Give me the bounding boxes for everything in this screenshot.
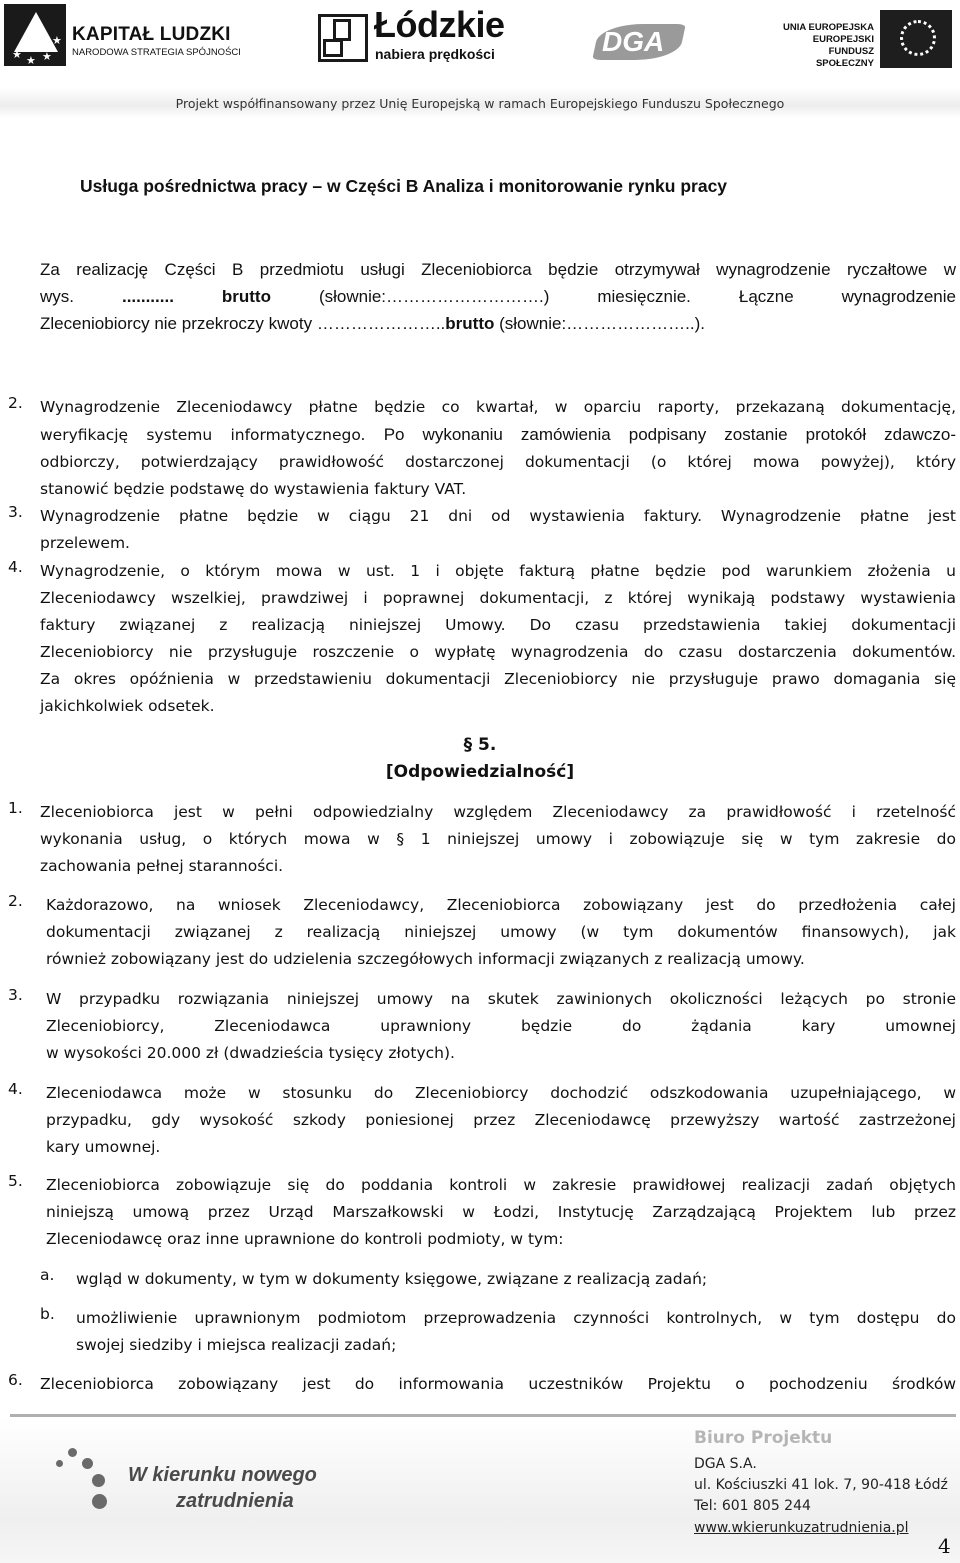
text-line [40,612,956,639]
text-line: Wynagrodzenie, o którym mowa w ust. 1 i objęte fakturą płatne będzie pod warunkiem złożenia u [40,562,956,580]
eu-line-1: UNIA EUROPEJSKA [783,22,874,33]
list-item [40,558,956,720]
lodzkie-logo-icon [318,14,368,62]
office-address: ul. Kościuszki 41 lok. 7, 90-418 Łódź [694,1477,948,1493]
text-fragment: weryfikację systemu informatycznego. [40,426,366,444]
text-line: W przypadku rozwiązania niniejszej umowy na skutek zawinionych okoliczności leżących po stronie [46,990,956,1008]
footer-logo-line-2: zatrudnienia [176,1490,294,1512]
page-number: 4 [938,1534,951,1558]
text-line: niniejszą umową przez Urząd Marszałkowski w Łodzi, Instytucję Zarządzającą Projektem lub przez [46,1203,956,1221]
text-line: umożliwienie uprawnionym podmiotom przeprowadzenia czynności kontrolnych, w tym dostępu do [76,1309,956,1327]
eu-line-3: FUNDUSZ SPOŁECZNY [815,46,874,69]
eu-text [780,22,874,70]
text-fragment: Zleceniobiorcy nie przekroczy kwoty ………………….. [40,314,446,333]
footer-divider [10,1414,956,1417]
w-kierunku-logo-icon [38,1440,118,1520]
text-line: przypadku, gdy wysokość szkody poniesionej przez Zleceniodawcę przewyższy wartość zastrzeżonej [46,1111,956,1129]
text-line: Zleceniobiorcy nie przysługuje roszczenie o wypłatę wynagrodzenia do czasu dostarczenia dokumentów. [40,643,956,661]
list-item [76,1305,956,1359]
list-number: 6. [8,1371,23,1389]
list-item [46,1080,956,1161]
text-line: Każdorazowo, na wniosek Zleceniodawcy, Zleceniobiorca zobowiązany jest do przedłożenia całej [46,896,956,914]
text-fragment: (słownie:……………………….) miesięcznie. Łączne wynagrodzenie [270,287,956,306]
text-line: Wynagrodzenie płatne będzie w ciągu 21 dni od wystawienia faktury. Wynagrodzenie płatne jest [40,507,956,525]
text-fragment: Do czasu przedstawienia takiej dokumentacji [529,616,957,634]
list-item [46,1172,956,1253]
text-line: stanowić będzie podstawę do wystawienia faktury VAT. [40,480,467,498]
footer-logo-line-1: W kierunku nowego [128,1464,317,1486]
list-item [40,1371,956,1398]
lodzkie-subtitle: nabiera prędkości [375,46,495,62]
text-fragment-bold: brutto [445,314,495,333]
kapital-ludzki-subtitle: NARODOWA STRATEGIA SPÓJNOŚCI [72,47,241,58]
text-line: odbiorczy, potwierdzający prawidłowość dostarczonej dokumentacji (o której mowa powyżej), który [40,453,956,471]
text-line: wykonania usług, o których mowa w § 1 niniejszej umowy i zobowiązuje się w tym zakresie do [40,830,956,848]
list-item [46,892,956,973]
text-line: w wysokości 20.000 zł (dwadzieścia tysięcy złotych). [46,1044,455,1062]
list-number: 2. [8,394,23,412]
text-fragment: faktury związanej z realizacją niniejszej Umowy. [40,616,506,634]
list-item [40,394,956,503]
text-line: zachowania pełnej staranności. [40,857,284,875]
text-fragment: Po wykonaniu zamówienia podpisany zostanie protokół zdawczo- [383,425,956,444]
text-fragment-bold: ........... brutto [121,287,271,306]
text-line: Za realizację Części B przedmiotu usługi Zleceniobiorca będzie otrzymywał wynagrodzenie ryczałtowe w [40,260,956,279]
dga-logo [596,20,686,64]
project-cofinancing-line: Projekt współfinansowany przez Unię Europejską w ramach Europejskiego Funduszu Społecznego [175,96,785,111]
text-line: jakichkolwiek odsetek. [40,697,215,715]
paragraph-title: [Odpowiedzialność] [385,762,575,782]
kapital-ludzki-title: KAPITAŁ LUDZKI [72,24,231,45]
text-line: Zleceniodawca może w stosunku do Zleceniobiorcy dochodzić odszkodowania uzupełniającego, w [46,1084,956,1102]
page-header [0,0,960,122]
text-line: Za okres opóźnienia w przedstawieniu dokumentacji Zleceniobiorcy nie przysługuje prawo domagania się [40,670,956,688]
text-line [40,310,956,337]
eu-line-2: EUROPEJSKI [812,34,874,45]
text-line: Zleceniodawcy wszelkiej, prawdziwej i poprawnej dokumentacji, z której wynikają podstawy wystawienia [40,589,956,607]
text-line: również zobowiązany jest do udzielenia szczegółowych informacji związanych z realizacją umowy. [46,950,805,968]
text-line: przelewem. [40,534,130,552]
text-line: Wynagrodzenie Zleceniodawcy płatne będzie co kwartał, w oparciu raporty, przekazaną dokumentację, [40,398,956,416]
text-line: dokumentacji związanej z realizacją niniejszej umowy (w tym dokumentów finansowych), jak [46,923,956,941]
text-line: kary umownej. [46,1138,161,1156]
paragraph-number: § 5. [463,735,497,755]
list-letter: a. [40,1266,55,1284]
company-name: DGA S.A. [694,1456,757,1472]
text-line: swojej siedziby i miejsca realizacji zadań; [76,1336,397,1354]
list-number: 4. [8,558,23,576]
office-title: Biuro Projektu [694,1428,833,1448]
list-item [76,1266,956,1293]
text-line [40,283,956,310]
website-link[interactable]: www.wkierunkuzatrudnienia.pl [694,1520,909,1536]
text-line: Zleceniobiorca zobowiązuje się do poddania kontroli w zakresie prawidłowej realizacji zadań objętych [46,1176,956,1194]
section-title: Usługa pośrednictwa pracy – w Części B Analiza i monitorowanie rynku pracy [80,176,728,196]
eu-flag-icon [880,10,952,68]
list-number: 2. [8,892,23,910]
office-phone: Tel: 601 805 244 [694,1498,811,1514]
list-item [40,503,956,557]
text-fragment: wys. [40,287,122,306]
text-line: Zleceniobiorca jest w pełni odpowiedzialny względem Zleceniodawcy za prawidłowość i rzetelność [40,803,956,821]
list-item [40,799,956,880]
text-line: Zleceniodawcę oraz inne uprawnione do kontroli podmioty, w tym: [46,1230,564,1248]
text-fragment: (słownie:…………………..). [494,314,706,333]
text-line [40,421,956,449]
text-line: wgląd w dokumenty, w tym w dokumenty księgowe, związane z realizacją zadań; [76,1270,708,1288]
kapital-ludzki-logo-icon: ★ ★ ★ ★ [4,4,66,66]
list-item [46,986,956,1067]
list-number: 3. [8,503,23,521]
dga-logo-text: DGA [602,26,665,57]
list-number: 3. [8,986,23,1004]
list-number: 5. [8,1172,23,1190]
payment-paragraph [40,256,956,337]
list-number: 4. [8,1080,23,1098]
text-line: Zleceniobiorcy, Zleceniodawca uprawniony będzie do żądania kary umownej [46,1017,956,1035]
list-letter: b. [40,1305,55,1323]
text-line: Zleceniobiorca zobowiązany jest do informowania uczestników Projektu o pochodzeniu środków [40,1375,956,1393]
lodzkie-title: Łódzkie [374,4,505,45]
list-number: 1. [8,799,23,817]
